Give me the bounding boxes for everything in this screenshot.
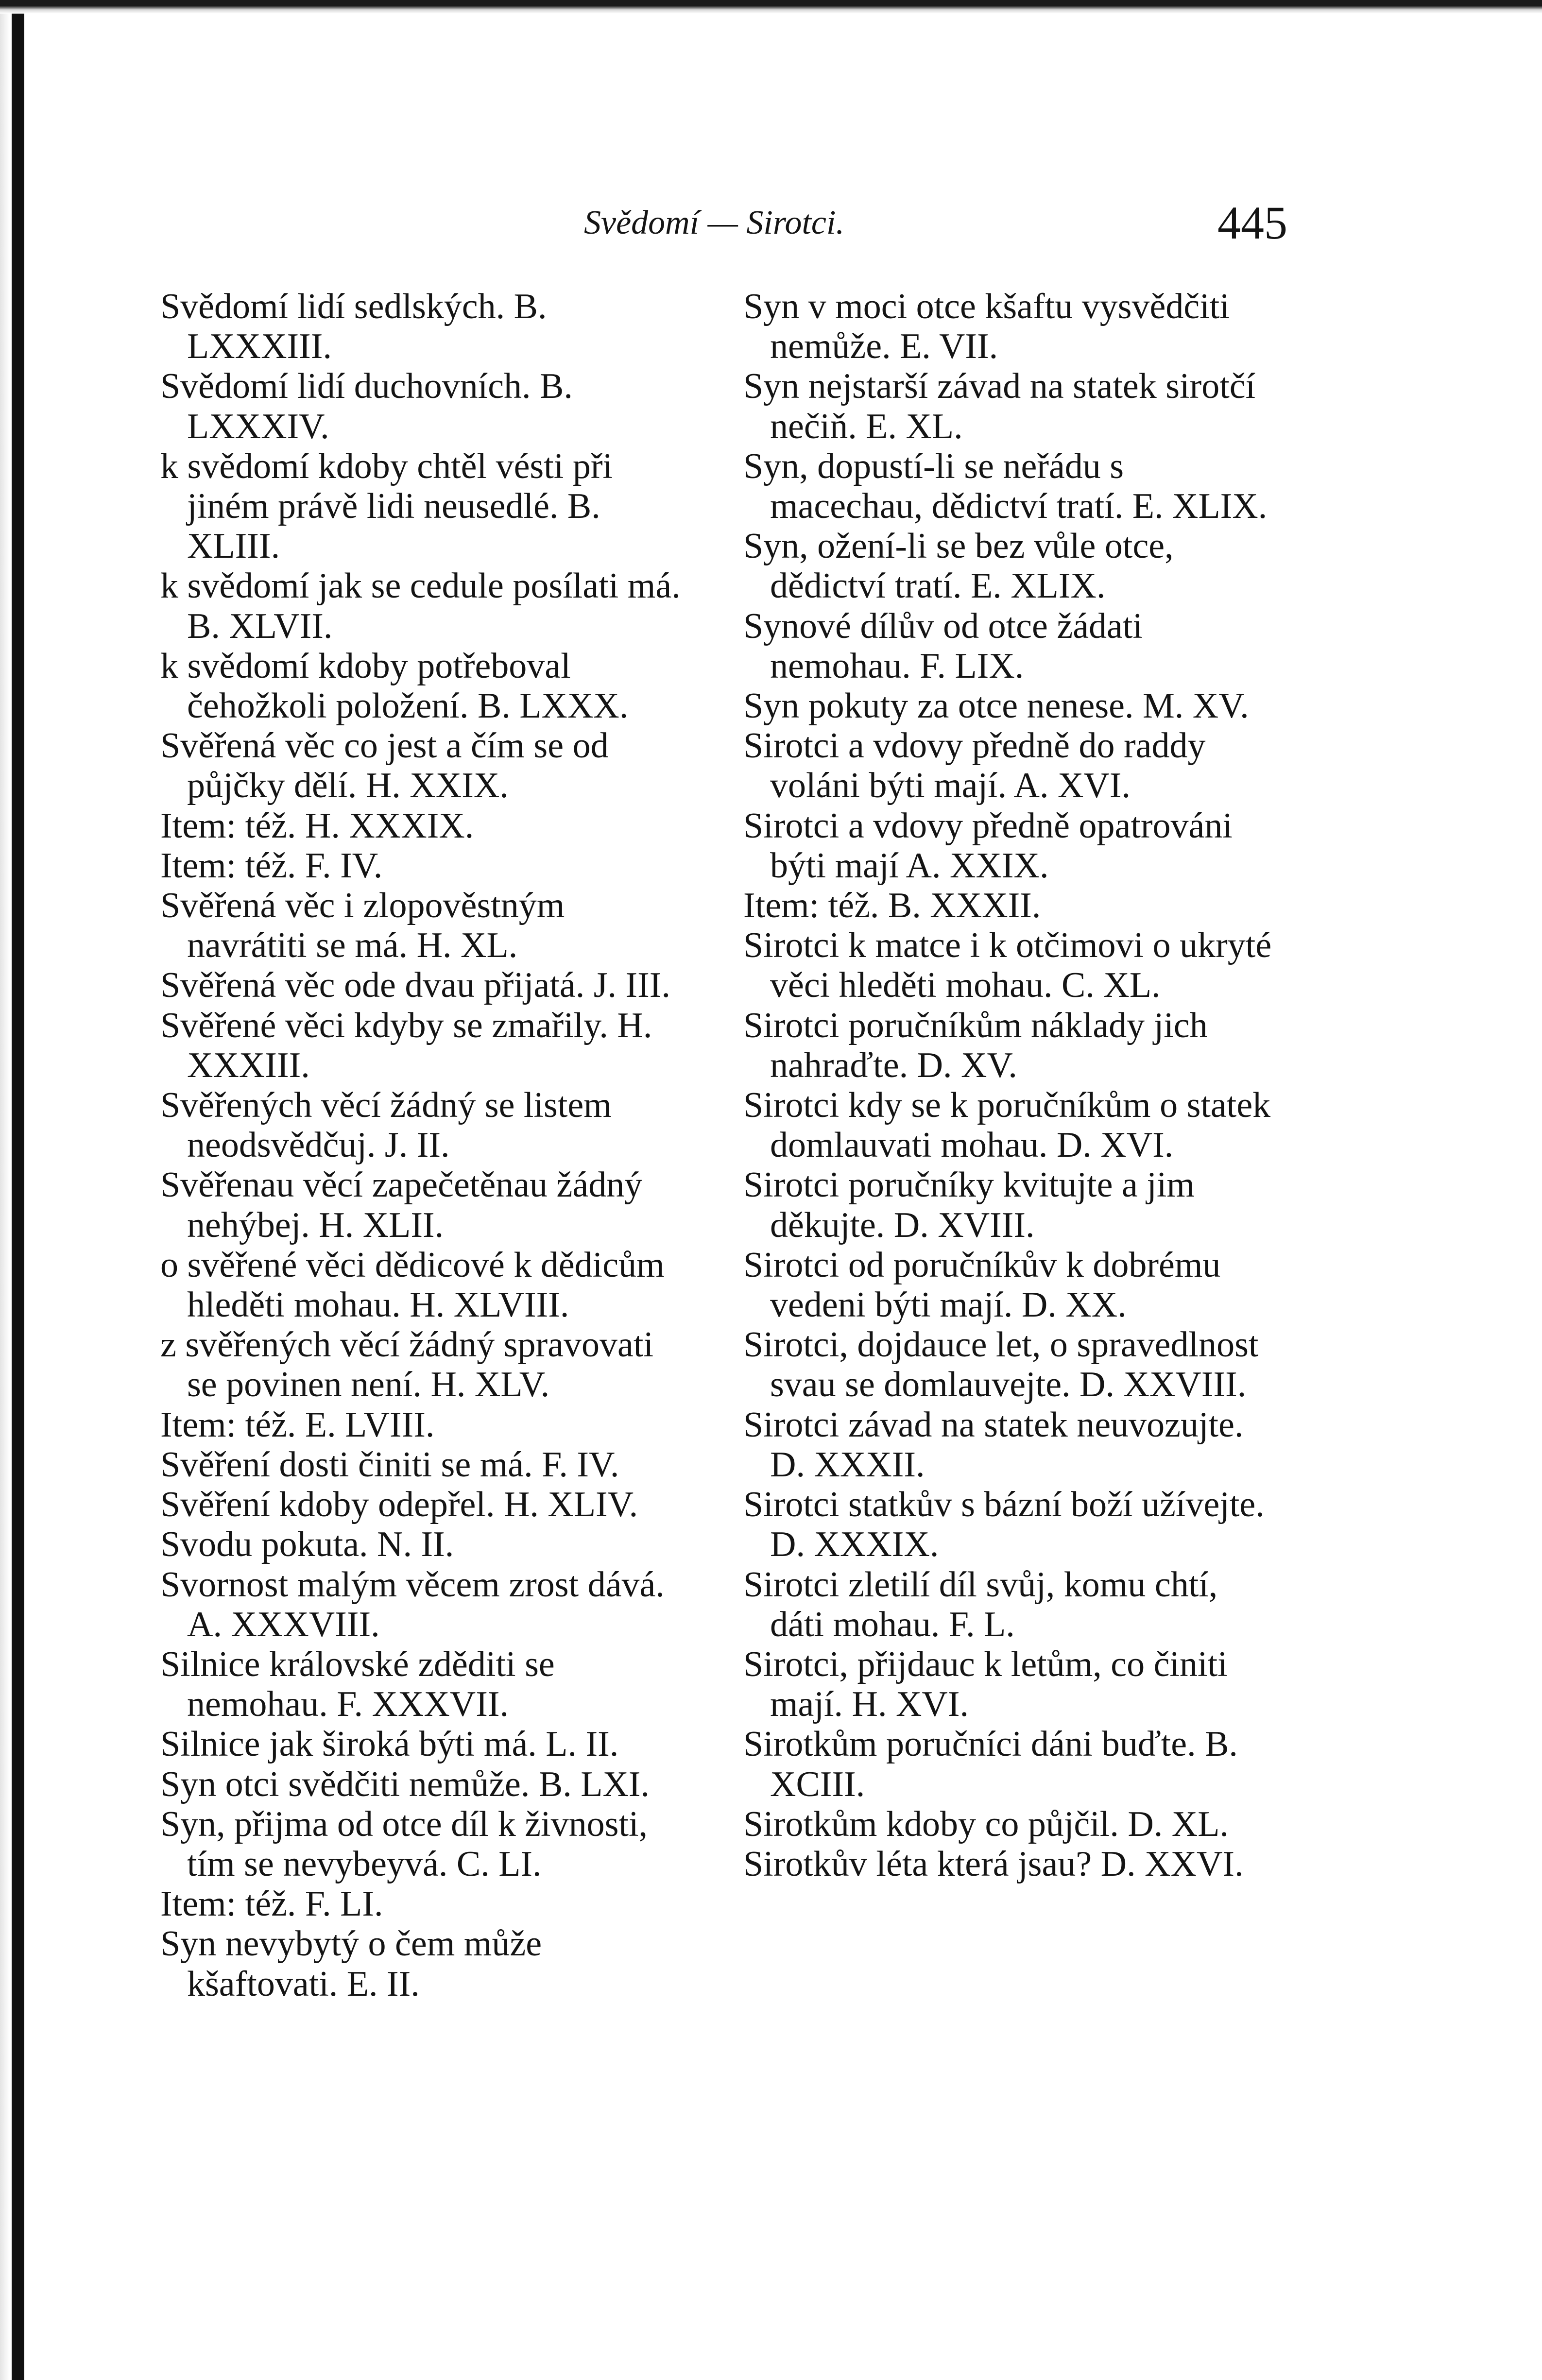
index-entry: z svěřených věcí žádný spravovati se povinen není. H. XLV. [160, 1325, 654, 1405]
index-entry: Synové dílův od otce žádati nemohau. F. LIX. [743, 606, 1143, 686]
index-entry: Syn v moci otce kšaftu vysvědčiti nemůže. E. VII. [743, 287, 1230, 367]
index-entry: Item: též. F. IV. [160, 845, 383, 886]
index-entry: Sirotkův léta která jsau? D. XXVI. [743, 1844, 1244, 1884]
index-entry: Syn nevybytý o čem může kšaftovati. E. II. [160, 1924, 542, 2004]
index-entry: Item: též. E. LVIII. [160, 1404, 435, 1445]
index-entry: Svodu pokuta. N. II. [160, 1524, 454, 1565]
scan-binding-edge [0, 0, 26, 2380]
index-entry: o svěřené věci dědicové k dědicům hleděti mohau. H. XLVIII. [160, 1245, 665, 1325]
index-entry: Syn, přijma od otce díl k živnosti, tím se nevybeyvá. C. LI. [160, 1804, 648, 1884]
index-entry: Sirotci, dojdauce let, o spravedlnost svau se domlauvejte. D. XXVIII. [743, 1325, 1259, 1405]
index-entry: Svědomí lidí sedlských. B. LXXXIII. [160, 287, 547, 367]
page-header [160, 194, 1287, 253]
index-entry: Item: též. B. XXXII. [743, 886, 1041, 926]
index-column-right [743, 287, 1273, 1884]
index-entry: Sirotci a vdovy předně do raddy voláni býti mají. A. XVI. [743, 726, 1206, 806]
page-number: 445 [1217, 197, 1287, 249]
index-entry: Sirotkům kdoby co půjčil. D. XL. [743, 1804, 1229, 1844]
index-entry: k svědomí jak se cedule posílati má. B. XLVII. [160, 566, 681, 646]
index-entry: k svědomí kdoby potřeboval čehožkoli položení. B. LXXX. [160, 646, 629, 726]
index-entry: Svěřená věc ode dvau přijatá. J. III. [160, 965, 670, 1006]
scan-top-edge [0, 0, 1542, 14]
index-entry: Svěřenau věcí zapečetěnau žádný nehýbej. H. XLII. [160, 1165, 643, 1245]
index-entry: Sirotci od poručníkův k dobrému vedeni býti mají. D. XX. [743, 1245, 1221, 1325]
index-entry: Svěřená věc i zlopověstným navrátiti se má. H. XL. [160, 886, 565, 966]
index-entry: Sirotci statkův s bázní boží užívejte. D. XXXIX. [743, 1485, 1265, 1565]
index-entry: Syn pokuty za otce nenese. M. XV. [743, 686, 1249, 726]
index-entry: Sirotci poručníky kvitujte a jim děkujte. D. XVIII. [743, 1165, 1195, 1245]
index-entry: Item: též. H. XXXIX. [160, 805, 474, 846]
index-entry: Sirotkům poručníci dáni buďte. B. XCIII. [743, 1724, 1238, 1804]
index-entry: Svěřených věcí žádný se listem neodsvědčuj. J. II. [160, 1085, 612, 1165]
running-head: Svědomí — Sirotci. [584, 204, 844, 241]
index-entry: Syn, dopustí-li se neřádu s macechau, dědictví tratí. E. XLIX. [743, 446, 1268, 527]
index-entry: k svědomí kdoby chtěl vésti při jiném právě lidi neusedlé. B. XLIII. [160, 446, 613, 566]
index-entry: Sirotci k matce i k otčimovi o ukryté věci hleděti mohau. C. XL. [743, 925, 1272, 1006]
index-entry: Sirotci zletilí díl svůj, komu chtí, dáti mohau. F. L. [743, 1564, 1218, 1644]
index-entry: Sirotci kdy se k poručníkům o statek domlauvati mohau. D. XVI. [743, 1085, 1271, 1165]
index-entry: Svěření dosti činiti se má. F. IV. [160, 1444, 619, 1485]
index-entry: Syn, ožení-li se bez vůle otce, dědictví tratí. E. XLIX. [743, 526, 1174, 606]
index-entry: Syn otci svědčiti nemůže. B. LXI. [160, 1764, 650, 1804]
index-entry: Sirotci závad na statek neuvozujte. D. XXXII. [743, 1404, 1244, 1485]
index-entry: Syn nejstarší závad na statek sirotčí nečiň. E. XL. [743, 366, 1256, 446]
index-entry: Silnice jak široká býti má. L. II. [160, 1724, 619, 1764]
index-entry: Svědomí lidí duchovních. B. LXXXIV. [160, 366, 573, 446]
index-column-left [160, 287, 690, 2004]
index-entry: Item: též. F. LI. [160, 1884, 383, 1924]
index-entry: Svěření kdoby odepřel. H. XLIV. [160, 1485, 638, 1525]
index-entry: Svěřená věc co jest a čím se od půjčky dělí. H. XXIX. [160, 726, 609, 806]
index-entry: Silnice královské zděditi se nemohau. F. XXXVII. [160, 1644, 555, 1725]
index-entry: Svornost malým věcem zrost dává. A. XXXVIII. [160, 1564, 665, 1644]
index-entry: Sirotci a vdovy předně opatrováni býti mají A. XXIX. [743, 805, 1233, 886]
index-entry: Svěřené věci kdyby se zmařily. H. XXXIII. [160, 1005, 652, 1085]
index-entry: Sirotci, přijdauc k letům, co činiti mají. H. XVI. [743, 1644, 1228, 1725]
index-entry: Sirotci poručníkům náklady jich nahraďte. D. XV. [743, 1005, 1208, 1085]
